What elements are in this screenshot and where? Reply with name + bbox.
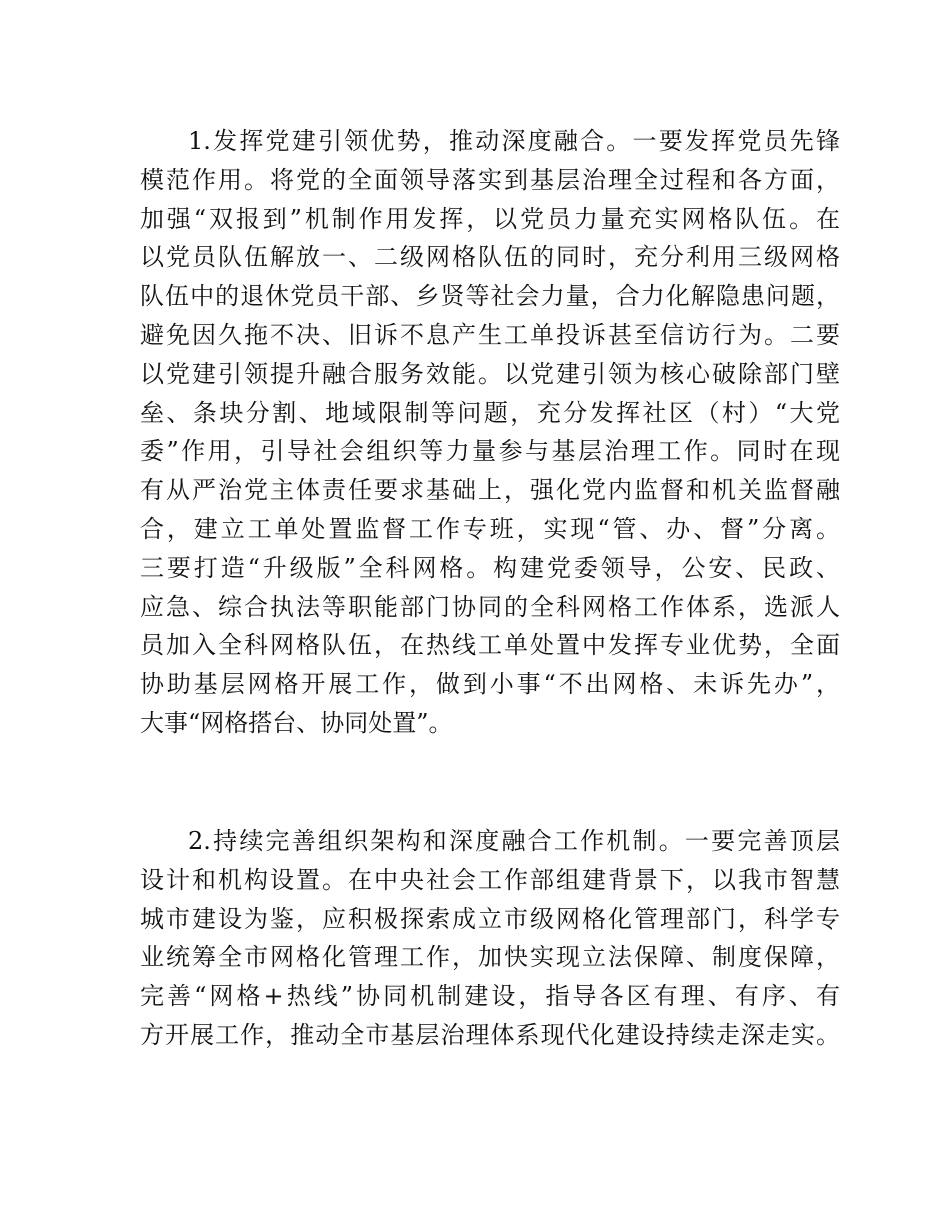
paragraph-line: 业统筹全市网格化管理工作，加快实现立法保障、制度保障，: [140, 943, 840, 972]
paragraph-line: 应急、综合执法等职能部门协同的全科网格工作体系，选派人: [140, 592, 840, 621]
paragraph-line: 协助基层网格开展工作，做到小事“不出网格、未诉先办”，: [140, 670, 840, 699]
paragraph-line: 设计和机构设置。在中央社会工作部组建背景下，以我市智慧: [140, 865, 840, 894]
paragraph-line: 合，建立工单处置监督工作专班，实现“管、办、督”分离。: [140, 514, 840, 543]
paragraph-line: 完善“网格+热线”协同机制建设，指导各区有理、有序、有: [140, 982, 840, 1011]
paragraph-line: 避免因久拖不决、旧诉不息产生工单投诉甚至信访行为。二要: [140, 320, 840, 349]
paragraph-line: 城市建设为鉴，应积极探索成立市级网格化管理部门，科学专: [140, 904, 840, 933]
paragraph-2: [140, 822, 840, 1055]
paragraph-line: 加强“双报到”机制作用发挥，以党员力量充实网格队伍。在: [140, 204, 840, 233]
paragraph-line: 1.发挥党建引领优势，推动深度融合。一要发挥党员先锋: [188, 127, 840, 155]
paragraph-line: 以党员队伍解放一、二级网格队伍的同时，充分利用三级网格: [140, 243, 840, 272]
paragraph-line: 大事“网格搭台、协同处置”。: [140, 708, 453, 737]
paragraph-line: 2.持续完善组织架构和深度融合工作机制。一要完善顶层: [188, 827, 840, 855]
paragraph-line: 垒、条块分割、地域限制等问题，充分发挥社区（村）“大党: [140, 398, 840, 427]
paragraph-line: 模范作用。将党的全面领导落实到基层治理全过程和各方面，: [140, 165, 840, 194]
paragraph-line: 三要打造“升级版”全科网格。构建党委领导，公安、民政、: [140, 553, 840, 582]
paragraph-line: 队伍中的退休党员干部、乡贤等社会力量，合力化解隐患问题，: [140, 282, 840, 311]
paragraph-line: 以党建引领提升融合服务效能。以党建引领为核心破除部门壁: [140, 359, 840, 388]
paragraph-line: 委”作用，引导社会组织等力量参与基层治理工作。同时在现: [140, 437, 840, 466]
paragraph-line: 有从严治党主体责任要求基础上，强化党内监督和机关监督融: [140, 476, 840, 505]
paragraph-line: 方开展工作，推动全市基层治理体系现代化建设持续走深走实。: [140, 1020, 840, 1049]
paragraph-line: 员加入全科网格队伍，在热线工单处置中发挥专业优势，全面: [140, 631, 840, 660]
paragraph-1: [140, 122, 840, 743]
